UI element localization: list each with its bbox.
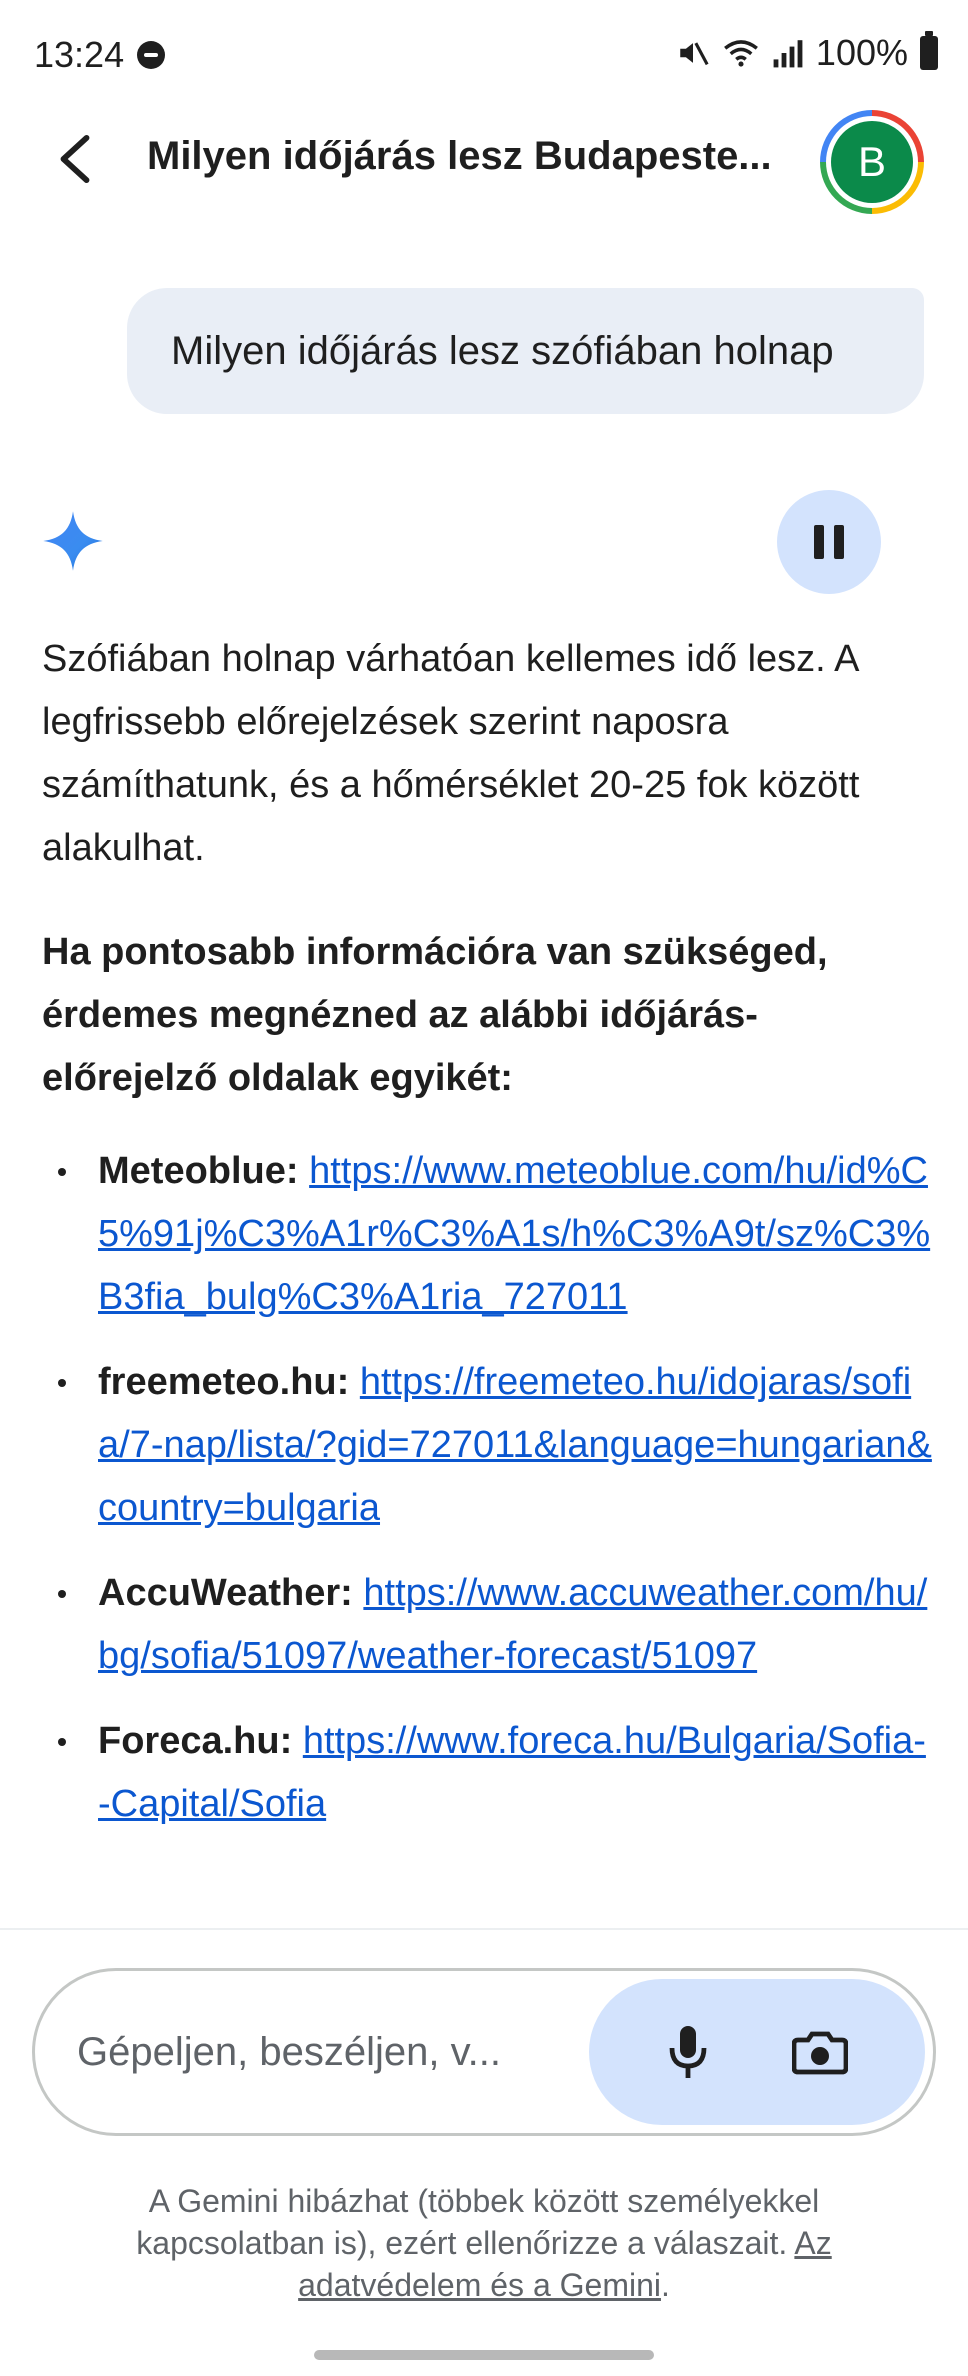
battery-percentage: 100% (815, 32, 908, 73)
camera-button[interactable] (783, 2015, 857, 2089)
account-avatar-button[interactable] (820, 110, 924, 214)
prompt-bar (32, 1968, 936, 2136)
mute-icon (676, 36, 710, 70)
gemini-sparkle-icon (40, 508, 106, 574)
list-item (42, 1710, 932, 1836)
source-name: freemeteo.hu: (98, 1361, 350, 1403)
divider (0, 1928, 968, 1930)
back-arrow-icon (53, 134, 97, 184)
back-button[interactable] (40, 124, 110, 194)
response-bold-paragraph: Ha pontosabb információra van szükséged, érdemes megnézned az alábbi időjárás-előrejelző oldalak egyikét: (42, 931, 828, 1099)
source-link-meteoblue[interactable]: https://www.meteoblue.com/hu/id%C5%91j%C3%A1r%C3%A1s/h%C3%A9t/sz%C3%B3fia_bulg%C3%A1ria_727011 (98, 1150, 931, 1318)
battery-icon (920, 36, 938, 70)
list-item (42, 1140, 932, 1329)
page-title: Milyen időjárás lesz Budapeste... (147, 134, 772, 178)
status-icons (676, 32, 938, 74)
gemini-response (42, 628, 932, 1858)
camera-icon (792, 2028, 848, 2076)
input-actions (589, 1979, 925, 2125)
source-name: Meteoblue: (98, 1150, 299, 1192)
prompt-input[interactable] (75, 2015, 579, 2089)
avatar: B (831, 121, 913, 203)
microphone-icon (666, 2024, 710, 2080)
wifi-icon (722, 36, 760, 70)
source-link-accuweather[interactable]: https://www.accuweather.com/hu/bg/sofia/51097/weather-forecast/51097 (98, 1572, 928, 1677)
microphone-button[interactable] (651, 2015, 725, 2089)
chat-header (0, 110, 968, 220)
disclaimer (80, 2180, 888, 2306)
disclaimer-text: A Gemini hibázhat (többek között személyekkel kapcsolatban is), ezért ellenőrizze a válaszait. (136, 2183, 820, 2261)
status-time: 13:24 (34, 34, 125, 75)
list-item (42, 1562, 932, 1688)
privacy-link[interactable]: Az adatvédelem és a Gemini (298, 2225, 832, 2303)
disclaimer-end: . (660, 2267, 670, 2303)
pause-icon-bar (834, 525, 844, 559)
source-name: AccuWeather: (98, 1572, 353, 1614)
pause-button[interactable] (777, 490, 881, 594)
status-bar (0, 0, 968, 110)
source-link-foreca[interactable]: https://www.foreca.hu/Bulgaria/Sofia--Capital/Sofia (98, 1720, 926, 1825)
source-name: Foreca.hu: (98, 1720, 293, 1762)
source-list (42, 1140, 932, 1836)
avatar-border (826, 116, 918, 208)
signal-icon (772, 37, 804, 69)
response-paragraph: Szófiában holnap várhatóan kellemes idő lesz. A legfrissebb előrejelzések szerint naposra számíthatunk, és a hőmérséklet 20-25 fok között alakulhat. (42, 638, 860, 869)
user-message-bubble: Milyen időjárás lesz szófiában holnap (127, 288, 924, 414)
gesture-navigation-bar[interactable] (314, 2350, 654, 2360)
source-link-freemeteo[interactable]: https://freemeteo.hu/idojaras/sofia/7-nap/lista/?gid=727011&language=hungarian&country=bulgaria (98, 1361, 932, 1529)
pause-icon (814, 525, 824, 559)
do-not-disturb-icon (137, 41, 165, 69)
list-item (42, 1351, 932, 1540)
